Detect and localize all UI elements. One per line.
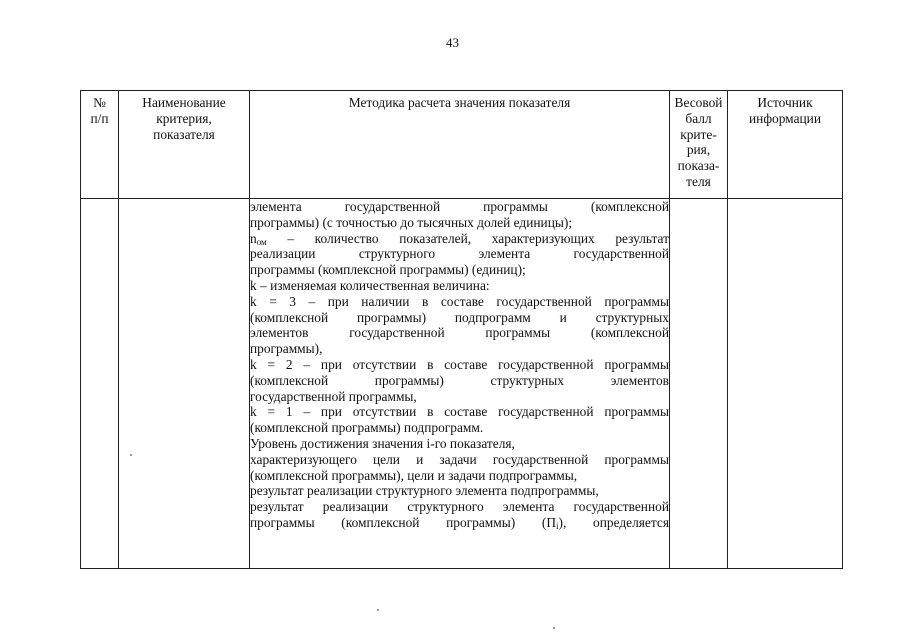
cell-number xyxy=(81,199,119,569)
method-text-line: k = 2 – при отсутствии в составе государственной программы xyxy=(250,356,669,372)
table-header-row xyxy=(81,91,843,199)
method-text-line: характеризующего цели и задачи государственной программы xyxy=(250,451,669,467)
cell-information-source xyxy=(728,199,843,569)
method-text-line xyxy=(250,515,669,531)
method-text-line: государственной программы, xyxy=(250,388,417,404)
header-information-source xyxy=(728,91,843,199)
subscript: i xyxy=(556,520,559,531)
method-text-line: программы (комплексной программы) (единиц); xyxy=(250,262,526,278)
method-text-line: k = 3 – при наличии в составе государственной программы xyxy=(250,293,669,309)
text-fragment: – количество показателей, характеризующих результат xyxy=(266,230,669,246)
criteria-table xyxy=(80,90,843,569)
header-calculation-method xyxy=(250,91,670,199)
method-text-line: (комплексной программы) подпрограмм и структурных xyxy=(250,309,669,325)
header-line: № xyxy=(93,95,106,110)
method-text-line: (комплексной программы) подпрограмм. xyxy=(250,420,484,436)
text-fragment: ), определяется xyxy=(558,514,669,530)
header-line: Источник xyxy=(757,95,813,110)
method-text-line: элементов государственной программы (комплексной xyxy=(250,325,669,341)
method-text-line: программы) (с точностью до тысячных долей единицы); xyxy=(250,214,573,230)
method-text-line: k = 1 – при отсутствии в составе государственной программы xyxy=(250,404,669,420)
scan-speck xyxy=(377,609,379,611)
subscript: ом xyxy=(256,236,267,247)
header-line: Методика расчета значения показателя xyxy=(348,95,571,110)
header-line: теля xyxy=(686,173,711,189)
header-line: Наименование xyxy=(142,95,226,110)
header-line: критерия, xyxy=(156,110,212,126)
method-text-line: (комплексной программы) структурных элементов xyxy=(250,372,669,388)
scan-speck xyxy=(130,454,132,456)
header-line: информации xyxy=(748,110,822,126)
method-text-line: элемента государственной программы (комплексной xyxy=(250,199,669,214)
method-text-line xyxy=(250,231,669,247)
method-text-line: k – изменяемая количественная величина: xyxy=(250,277,490,293)
method-text-line: (комплексной программы), цели и задачи подпрограммы, xyxy=(250,467,578,483)
method-text-line: Уровень достижения значения i-го показателя, xyxy=(250,435,515,451)
header-line: крите- xyxy=(680,126,717,142)
header-line: п/п xyxy=(90,110,109,126)
header-weight-score xyxy=(670,91,728,199)
method-text-line: результат реализации структурного элемента подпрограммы, xyxy=(250,483,599,499)
cell-calculation-method xyxy=(250,199,670,569)
header-line: рия, xyxy=(686,142,711,158)
table-row xyxy=(81,199,843,569)
header-line: балл xyxy=(685,110,712,126)
header-line: показателя xyxy=(153,126,215,142)
method-text-line: реализации структурного элемента государственной xyxy=(250,246,669,262)
page-number: 43 xyxy=(446,35,459,50)
header-line: показа- xyxy=(677,158,720,174)
method-text-line: результат реализации структурного элемента государственной xyxy=(250,499,669,515)
cell-weight-score xyxy=(670,199,728,569)
method-text-line: программы), xyxy=(250,341,323,357)
header-criterion-name xyxy=(119,91,250,199)
scan-speck xyxy=(553,627,555,629)
header-number xyxy=(81,91,119,199)
text-fragment: программы (комплексной программы) (П xyxy=(250,514,557,530)
text-fragment: n xyxy=(250,230,257,246)
cell-criterion-name xyxy=(119,199,250,569)
header-line: Весовой xyxy=(674,95,723,110)
